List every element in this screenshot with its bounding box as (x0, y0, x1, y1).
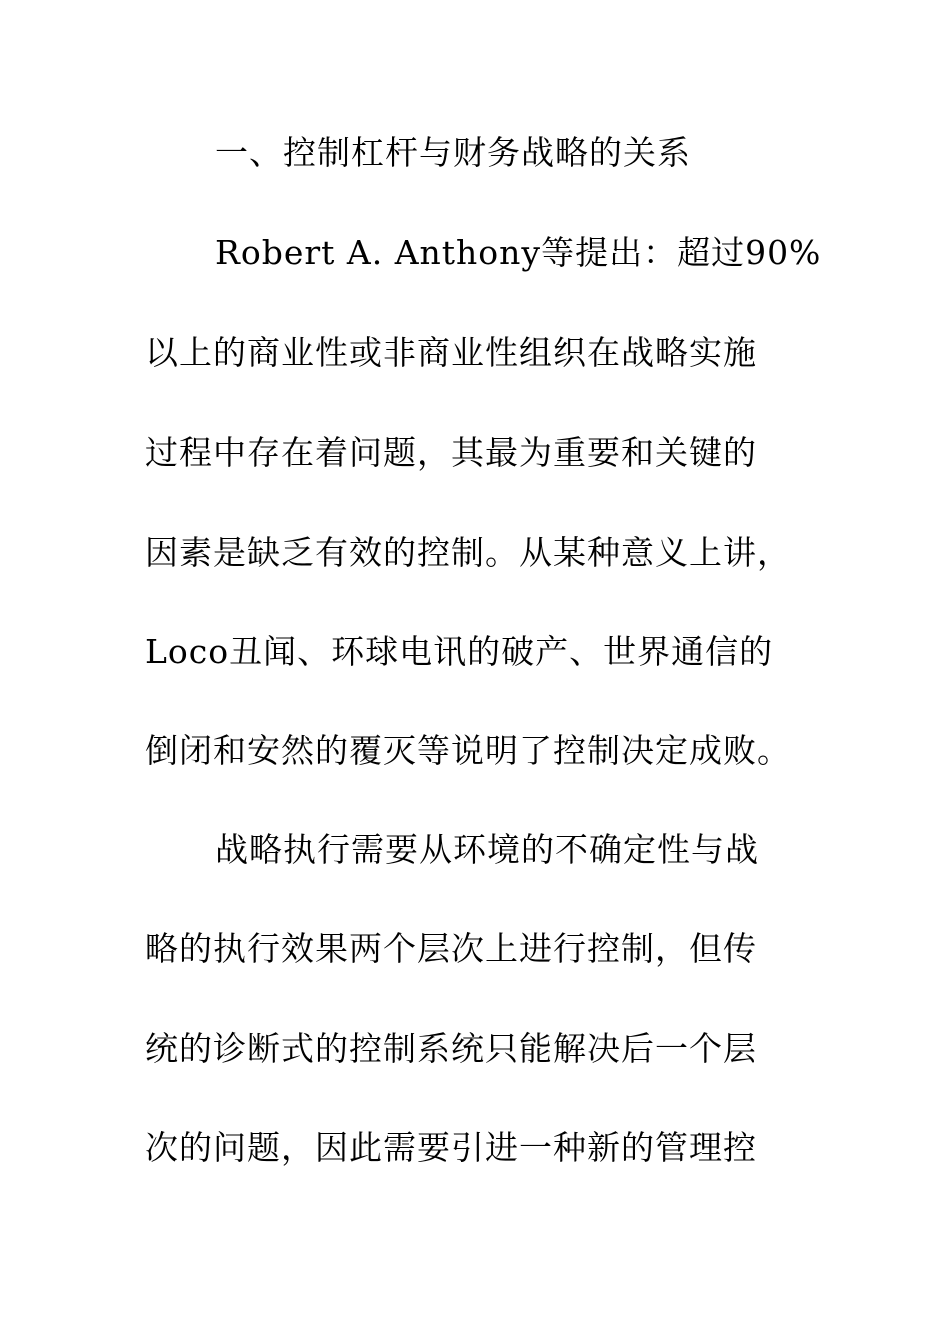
paragraph-2-line-3: 统的诊断式的控制系统只能解决后一个层 (145, 1029, 757, 1068)
section-heading: 一、控制杠杆与财务战略的关系 (215, 133, 691, 172)
paragraph-1-line-4: 因素是缺乏有效的控制。从某种意义上讲， (145, 533, 791, 572)
paragraph-1-line-3: 过程中存在着问题，其最为重要和关键的 (145, 433, 757, 472)
paragraph-1-line-5: Loco丑闻、环球电讯的破产、世界通信的 (145, 632, 774, 671)
paragraph-1-line-2: 以上的商业性或非商业性组织在战略实施 (145, 333, 757, 372)
paragraph-2-line-2: 略的执行效果两个层次上进行控制，但传 (145, 929, 757, 968)
paragraph-1-line-1: Robert A. Anthony等提出：超过90% (215, 233, 822, 272)
paragraph-2-line-4: 次的问题，因此需要引进一种新的管理控 (145, 1128, 757, 1167)
paragraph-1-line-6: 倒闭和安然的覆灭等说明了控制决定成败。 (145, 731, 791, 770)
paragraph-2-line-1: 战略执行需要从环境的不确定性与战 (215, 830, 759, 869)
